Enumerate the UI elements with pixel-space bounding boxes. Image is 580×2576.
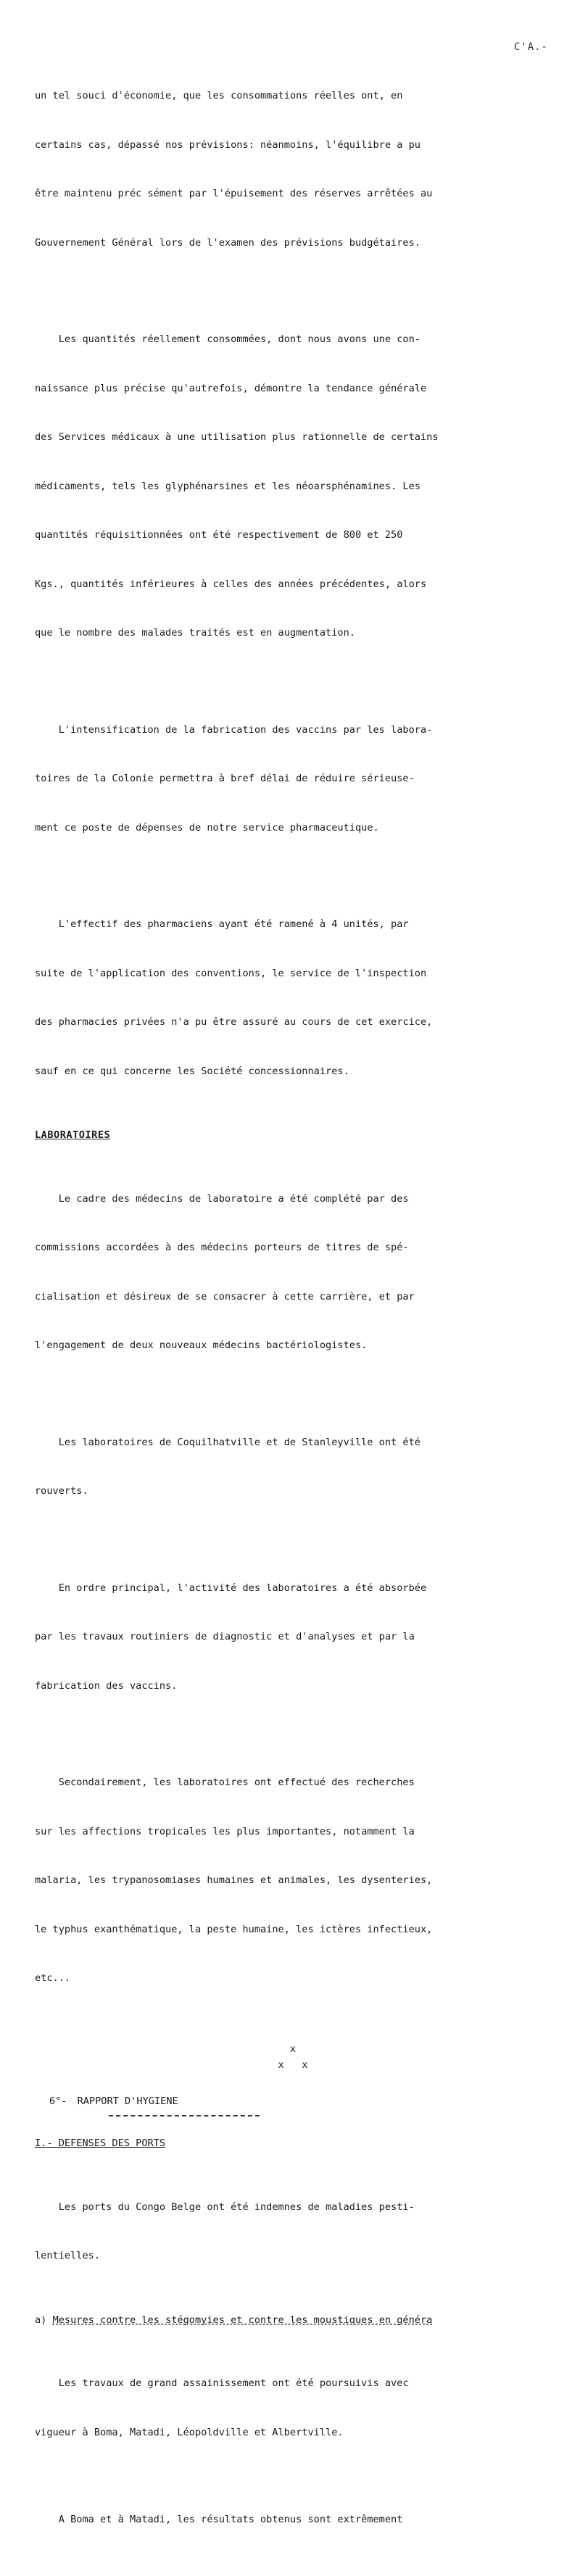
text-line: L'intensification de la fabrication des vaccins par les labora- <box>35 723 433 736</box>
item-a-title: Mesures contre les stégomyies et contre les moustiques en généra <box>52 2314 433 2326</box>
document-body <box>35 55 551 2576</box>
text-line: malaria, les trypanosomiases humaines et animales, les dysenteries, <box>35 1874 433 1886</box>
section-number: 6°- <box>49 2095 67 2107</box>
text-line: Les ports du Congo Belge ont été indemnes de maladies pesti- <box>35 2201 415 2213</box>
text-line: l'engagement de deux nouveaux médecins bactériologistes. <box>35 1339 368 1351</box>
text-line: fabrication des vaccins. <box>35 1679 178 1692</box>
text-line: sur les affections tropicales les plus importantes, notamment la <box>35 1825 415 1837</box>
paragraph-assainissement <box>35 2343 551 2473</box>
paragraph-rouverts <box>35 1402 551 1532</box>
section-title-rule <box>109 2115 260 2116</box>
paragraph-ordre-principal <box>35 1547 551 1727</box>
text-line: le typhus exanthématique, la peste humaine, les ictères infectieux, <box>35 1923 433 1935</box>
paragraph-economie <box>35 55 551 283</box>
laboratoires-heading: LABORATOIRES <box>35 1129 111 1141</box>
text-line: vigueur à Boma, Matadi, Léopoldville et Albertville. <box>35 2426 344 2438</box>
text-line: Kgs., quantités inférieures à celles des années précédentes, alors <box>35 578 427 590</box>
text-line: toires de la Colonie permettra à bref délai de réduire sérieuse- <box>35 773 415 784</box>
paragraph-secondairement <box>35 1742 551 2019</box>
text-line: Les quantités réellement consommées, dont nous avons une con- <box>35 333 420 345</box>
paragraph-vaccins <box>35 689 551 869</box>
separator-mark-top: x <box>289 2043 297 2055</box>
item-a-heading <box>35 2312 551 2329</box>
text-line: certains cas, dépassé nos prévisions: néanmoins, l'équilibre a pu <box>35 138 420 151</box>
text-line: rouverts. <box>35 1485 88 1497</box>
text-line: etc... <box>35 1972 71 1984</box>
item-a-prefix: a) <box>35 2314 53 2326</box>
text-line: des pharmacies privées n'a pu être assuré au cours de cet exercice, <box>35 1016 433 1028</box>
text-line: L'effectif des pharmaciens ayant été ramené à 4 unités, par <box>35 918 409 930</box>
section-separator <box>35 2041 551 2073</box>
text-line: quantités réquisitionnées ont été respectivement de 800 et 250 <box>35 529 403 541</box>
page-number-mark: C'A.- <box>513 41 548 53</box>
section-title-text: RAPPORT D'HYGIENE <box>77 2095 178 2107</box>
paragraph-pharmaciens <box>35 884 551 1112</box>
text-line: être maintenu préc sément par l'épuisement des réserves arrêtées au <box>35 188 433 199</box>
text-line: ment ce poste de dépenses de notre service pharmaceutique. <box>35 821 379 834</box>
section-title <box>35 2093 551 2110</box>
text-line: En ordre principal, l'activité des laboratoires a été absorbée <box>35 1582 427 1594</box>
separator-mark-bottom: x x <box>278 2058 308 2071</box>
text-line: que le nombre des malades traités est en augmentation. <box>35 627 355 639</box>
text-line: commissions accordées à des médecins porteurs de titres de spé- <box>35 1242 409 1253</box>
text-line: un tel souci d'économie, que les consommations réelles ont, en <box>35 90 403 101</box>
text-line: A Boma et à Matadi, les résultats obtenus sont extrêmement <box>35 2514 403 2525</box>
text-line: Les travaux de grand assainissement ont été poursuivis avec <box>35 2377 409 2389</box>
paragraph-quantites <box>35 299 551 674</box>
text-line: cialisation et désireux de se consacrer à cette carrière, et par <box>35 1290 415 1302</box>
text-line: naissance plus précise qu'autrefois, démontre la tendance générale <box>35 382 427 394</box>
text-line: sauf en ce qui concerne les Société concessionnaires. <box>35 1065 349 1077</box>
paragraph-boma-matadi <box>35 2479 551 2561</box>
paragraph-cadre-medecins <box>35 1158 551 1387</box>
text-line: Gouvernement Général lors de l'examen des prévisions budgétaires. <box>35 236 420 249</box>
text-line: Secondairement, les laboratoires ont effectué des recherches <box>35 1777 415 1788</box>
text-line: lentielles. <box>35 2250 101 2261</box>
paragraph-ports <box>35 2166 551 2297</box>
subsection-heading: I.- DEFENSES DES PORTS <box>35 2137 166 2149</box>
text-line: médicaments, tels les glyphénarsines et les néoarsphénamines. Les <box>35 480 420 492</box>
text-line: des Services médicaux à une utilisation plus rationnelle de certains <box>35 431 439 443</box>
text-line: Les laboratoires de Coquilhatville et de Stanleyville ont été <box>35 1436 420 1448</box>
text-line: Le cadre des médecins de laboratoire a été complété par des <box>35 1192 409 1205</box>
text-line: suite de l'application des conventions, le service de l'inspection <box>35 967 427 979</box>
text-line: par les travaux routiniers de diagnostic et d'analyses et par la <box>35 1631 415 1642</box>
